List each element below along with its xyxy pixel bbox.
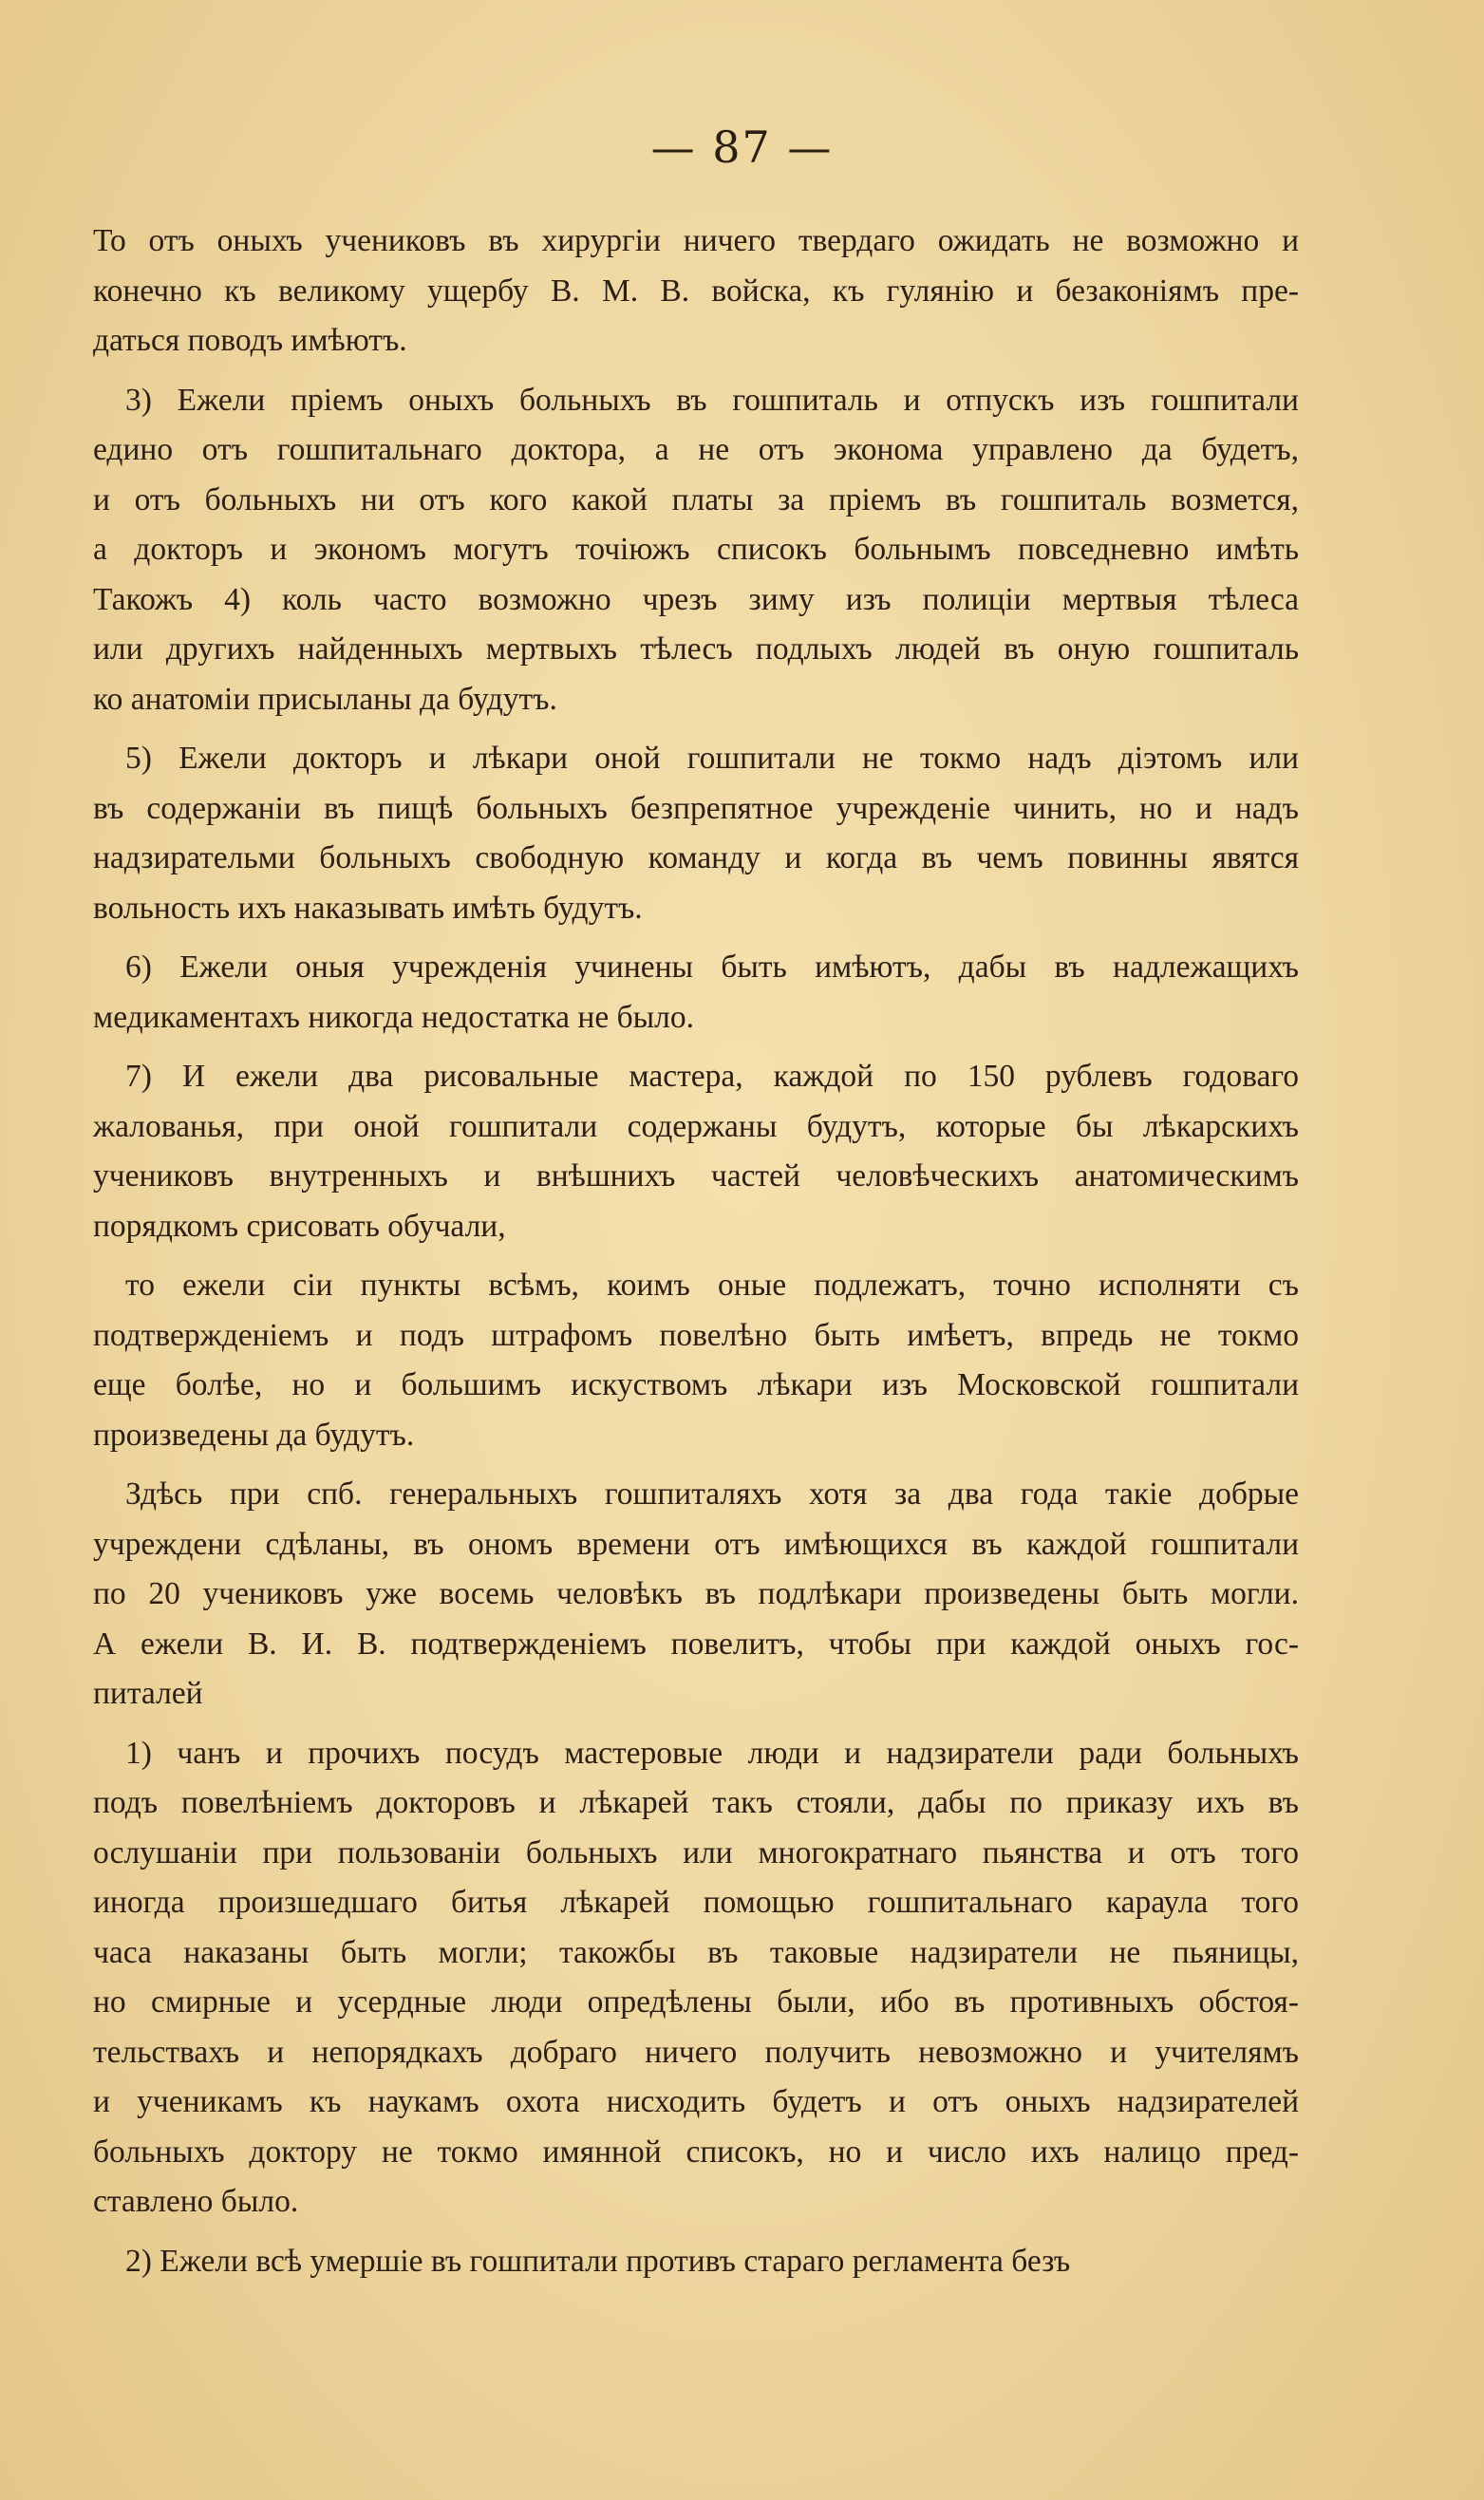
paragraph [93, 376, 1299, 725]
text-line: ослушаніи при пользованіи больныхъ или многократнаго пьянства и отъ того [93, 1834, 1299, 1870]
text-line: въ содержаніи въ пищѣ больныхъ безпрепятное учрежденіе чинить, но и надъ [93, 790, 1299, 826]
text-line: учениковъ внутренныхъ и внѣшнихъ частей человѣческихъ анатомическимъ [93, 1158, 1299, 1194]
text-line: а докторъ и экономъ могутъ точіюжъ списокъ больнымъ повседневно имѣть [93, 532, 1299, 567]
text-line: или другихъ найденныхъ мертвыхъ тѣлесъ подлыхъ людей въ оную гошпиталь [93, 631, 1299, 667]
text-line: вольность ихъ наказывать имѣть будутъ. [93, 890, 643, 926]
text-line: учреждени сдѣланы, въ ономъ времени отъ имѣющихся въ каждой гошпитали [93, 1526, 1299, 1562]
text-line: подтвержденіемъ и подъ штрафомъ повелѣно быть имѣетъ, впредь не токмо [93, 1317, 1299, 1353]
paragraph [93, 216, 1299, 367]
text-line: надзирательми больныхъ свободную команду и когда въ чемъ повинны явятся [93, 840, 1299, 875]
text-line: но смирные и усердные люди опредѣлены были, ибо въ противныхъ обстоя- [93, 1984, 1299, 2020]
text-line: То отъ оныхъ учениковъ въ хирургіи ничего твердаго ожидать не возможно и [93, 223, 1299, 258]
text-line: жалованья, при оной гошпитали содержаны будутъ, которые бы лѣкарскихъ [93, 1108, 1299, 1144]
text-line: ставлено было. [93, 2184, 299, 2219]
text-line: подъ повелѣніемъ докторовъ и лѣкарей такъ стояли, дабы по приказу ихъ въ [93, 1785, 1299, 1820]
text-line: по 20 учениковъ уже восемь человѣкъ въ подлѣкари произведены быть могли. [93, 1576, 1299, 1611]
text-line: питалей [93, 1676, 203, 1711]
text-line: 6) Ежели оныя учрежденія учинены быть имѣютъ, дабы въ надлежащихъ [125, 949, 1299, 985]
text-line: едино отъ гошпитальнаго доктора, а не отъ эконома управлено да будетъ, [93, 432, 1299, 467]
text-line: и ученикамъ къ наукамъ охота нисходить будетъ и отъ оныхъ надзирателей [93, 2084, 1299, 2119]
text-line: 2) Ежели всѣ умершіе въ гошпитали противъ стараго регламента безъ [125, 2243, 1071, 2279]
text-line: ко анатоміи присыланы да будутъ. [93, 681, 557, 717]
text-line: произведены да будутъ. [93, 1417, 415, 1453]
text-line: Такожъ 4) коль часто возможно чрезъ зиму изъ полиціи мертвыя тѣлеса [93, 581, 1299, 617]
text-line: то ежели сіи пункты всѣмъ, коимъ оные подлежатъ, точно исполняти съ [125, 1268, 1299, 1303]
text-line: и отъ больныхъ ни отъ кого какой платы за пріемъ въ гошпиталь возмется, [93, 481, 1299, 517]
text-line: 7) И ежели два рисовальные мастера, каждой по 150 рублевъ годоваго [125, 1059, 1299, 1094]
paragraph [93, 1052, 1299, 1251]
paragraph [93, 1729, 1299, 2227]
text-line: 5) Ежели докторъ и лѣкари оной гошпитали не токмо надъ діэтомъ или [125, 741, 1299, 776]
page-body [93, 216, 1299, 2290]
paragraph [93, 734, 1299, 933]
paragraph [93, 1261, 1299, 1460]
text-line: тельствахъ и непорядкахъ добраго ничего получить невозможно и учителямъ [93, 2034, 1299, 2070]
paragraph [93, 1470, 1299, 1720]
text-line: порядкомъ срисовать обучали, [93, 1208, 506, 1244]
paragraph [93, 943, 1299, 1043]
text-line: 3) Ежели пріемъ оныхъ больныхъ въ гошпиталь и отпускъ изъ гошпитали [125, 382, 1299, 418]
text-line: больныхъ доктору не токмо имянной списокъ, но и число ихъ налицо пред- [93, 2133, 1299, 2170]
text-line: иногда произшедшаго битья лѣкарей помощью гошпитальнаго караула того [93, 1885, 1299, 1920]
text-line: конечно къ великому ущербу В. М. В. войска, къ гулянію и безаконіямъ пре- [93, 273, 1299, 309]
text-line: даться поводъ имѣютъ. [93, 323, 407, 358]
text-line: часа наказаны быть могли; такожбы въ таковые надзиратели не пьяницы, [93, 1934, 1299, 1970]
text-line: 1) чанъ и прочихъ посудъ мастеровые люди и надзиратели ради больныхъ [125, 1735, 1299, 1771]
text-line: еще болѣе, но и большимъ искуствомъ лѣкари изъ Московской гошпитали [93, 1367, 1299, 1402]
text-line: А ежели В. И. В. подтвержденіемъ повелитъ, чтобы при каждой оныхъ гос- [93, 1626, 1299, 1662]
page-number: — 87 — [650, 122, 834, 173]
text-line: медикаментахъ никогда недостатка не было. [93, 999, 694, 1035]
paragraph [93, 2237, 1299, 2287]
text-line: Здѣсь при спб. генеральныхъ гошпиталяхъ хотя за два года такіе добрые [125, 1476, 1299, 1512]
